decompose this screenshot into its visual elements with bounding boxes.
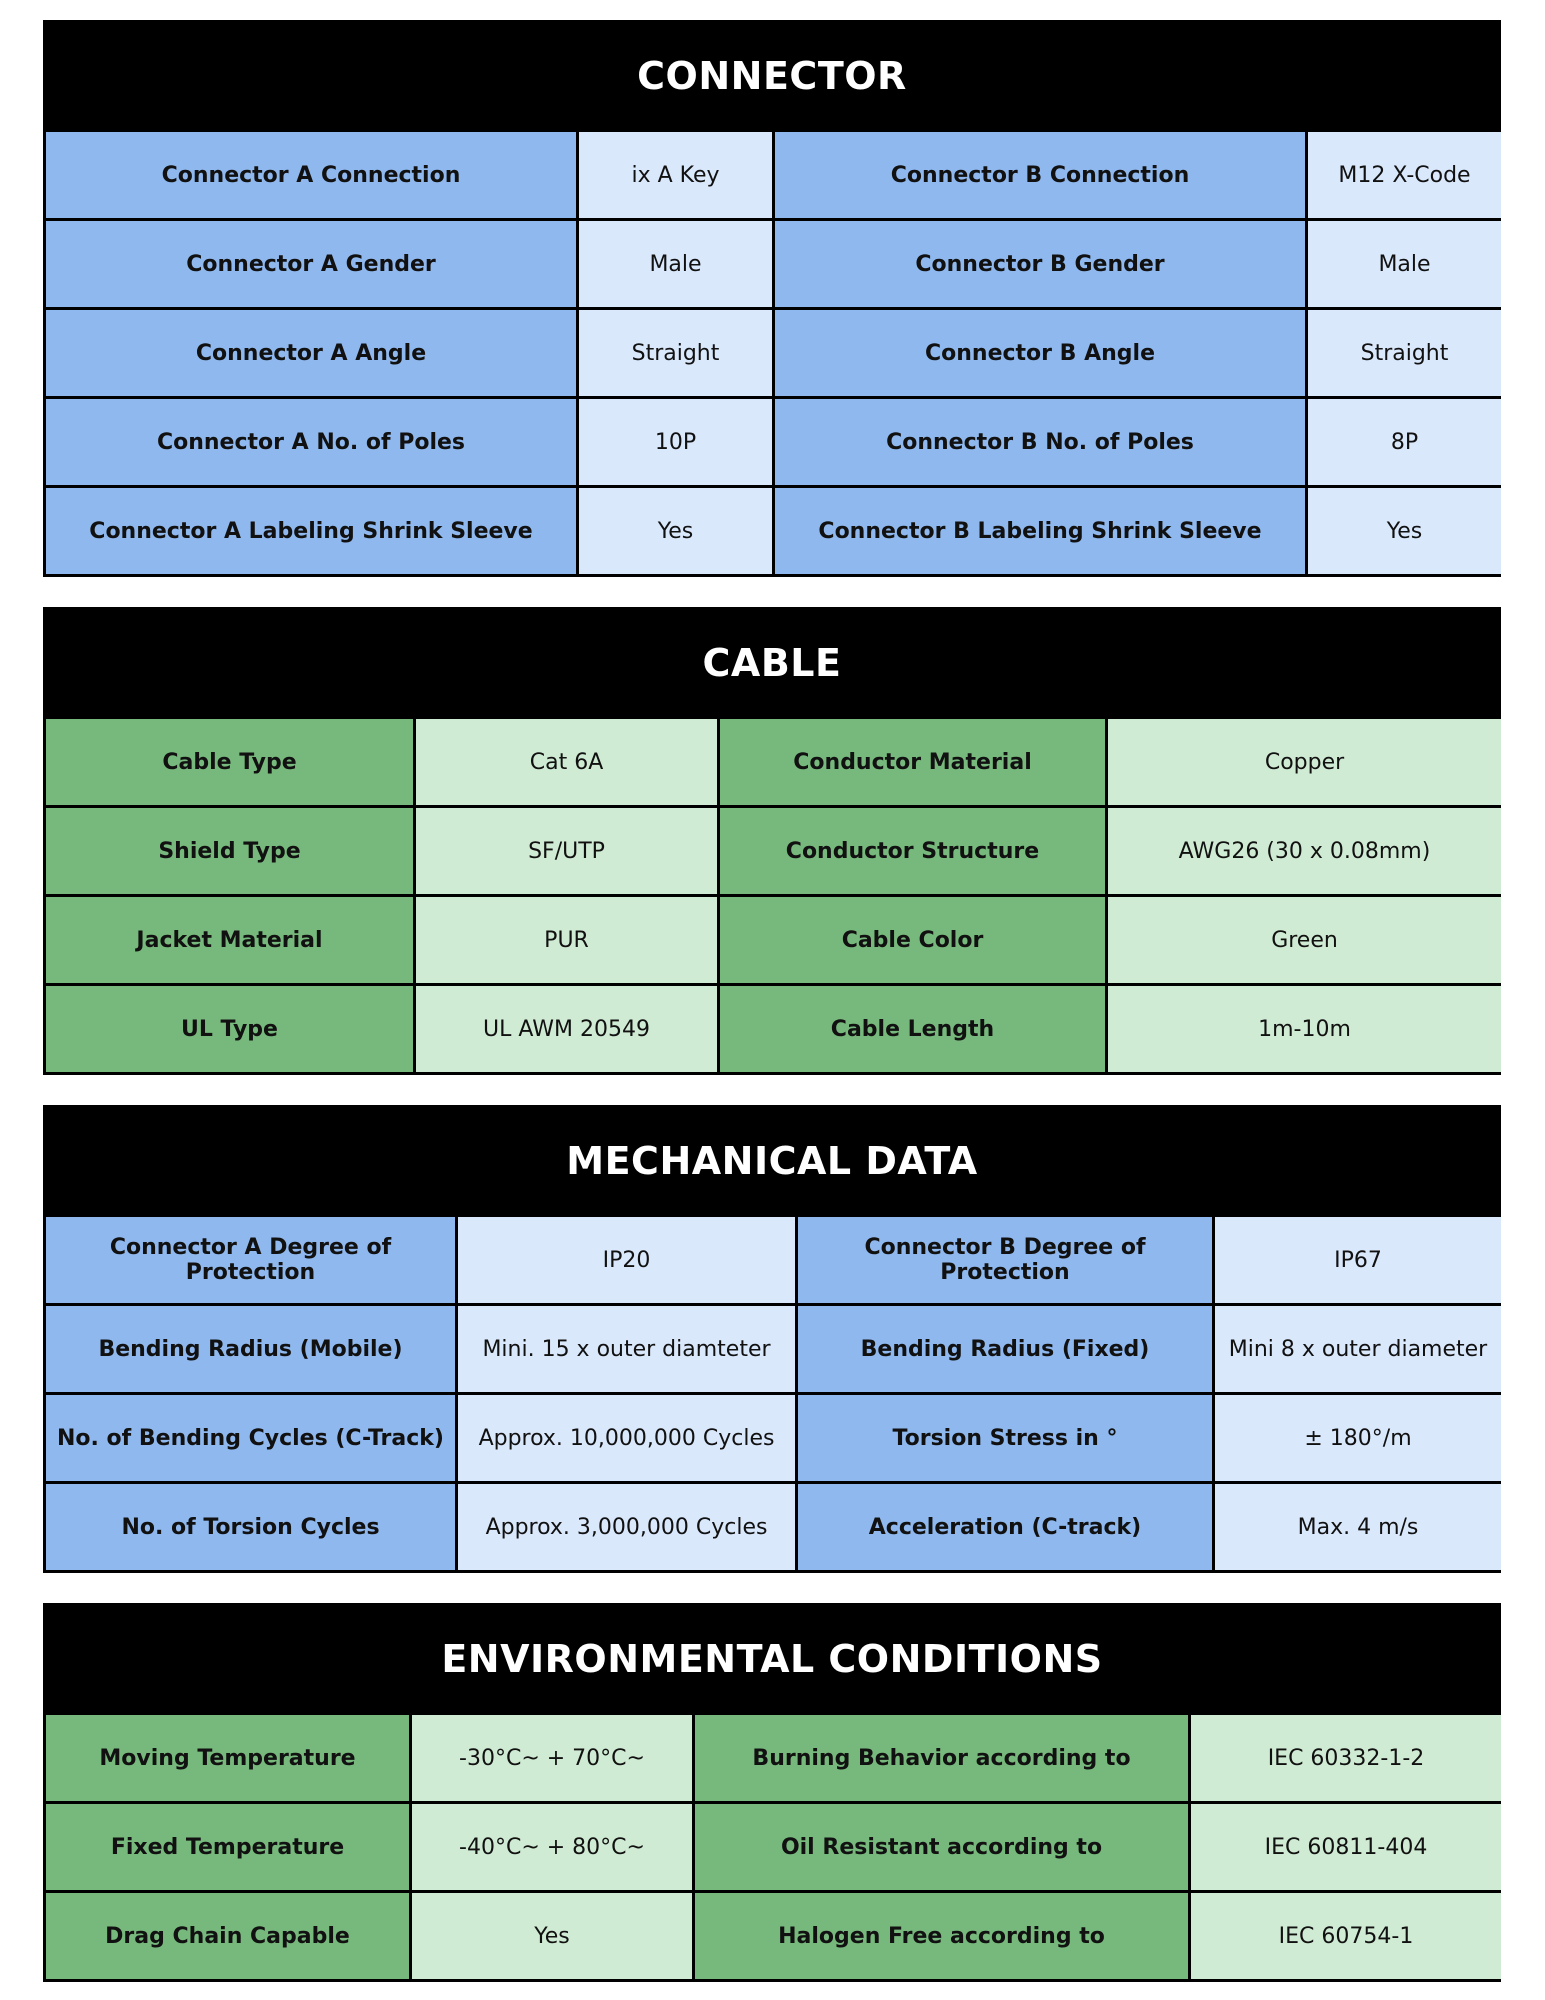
spec-value: -30°C~ + 70°C~ bbox=[412, 1715, 692, 1801]
spec-value: -40°C~ + 80°C~ bbox=[412, 1804, 692, 1890]
spec-label: Connector B Labeling Shrink Sleeve bbox=[775, 488, 1305, 574]
spec-value: UL AWM 20549 bbox=[416, 986, 717, 1072]
spec-value: Male bbox=[579, 221, 772, 307]
spec-value: Approx. 3,000,000 Cycles bbox=[458, 1484, 795, 1570]
spec-value: Approx. 10,000,000 Cycles bbox=[458, 1395, 795, 1481]
spec-label: Conductor Structure bbox=[720, 808, 1105, 894]
spec-value: PUR bbox=[416, 897, 717, 983]
section-title: ENVIRONMENTAL CONDITIONS bbox=[46, 1606, 1498, 1712]
spec-label: Connector A Labeling Shrink Sleeve bbox=[46, 488, 576, 574]
spec-value: IEC 60754-1 bbox=[1191, 1893, 1501, 1979]
spec-value: Yes bbox=[579, 488, 772, 574]
cable-spec-table bbox=[46, 716, 1498, 1072]
spec-value: Cat 6A bbox=[416, 719, 717, 805]
section-title: CABLE bbox=[46, 610, 1498, 716]
spec-value: Straight bbox=[1308, 310, 1501, 396]
spec-value: Copper bbox=[1108, 719, 1501, 805]
environmental-spec-table bbox=[46, 1712, 1498, 1979]
spec-label: Connector A Degree of Protection bbox=[46, 1217, 455, 1303]
spec-value: IP20 bbox=[458, 1217, 795, 1303]
spec-label: Fixed Temperature bbox=[46, 1804, 409, 1890]
spec-value: Straight bbox=[579, 310, 772, 396]
spec-value: 8P bbox=[1308, 399, 1501, 485]
spec-value: Green bbox=[1108, 897, 1501, 983]
spec-label: Oil Resistant according to bbox=[695, 1804, 1188, 1890]
spec-value: IP67 bbox=[1215, 1217, 1501, 1303]
spec-value: 10P bbox=[579, 399, 772, 485]
spec-value: AWG26 (30 x 0.08mm) bbox=[1108, 808, 1501, 894]
spec-label: Burning Behavior according to bbox=[695, 1715, 1188, 1801]
spec-label: Connector B Gender bbox=[775, 221, 1305, 307]
spec-value: Yes bbox=[412, 1893, 692, 1979]
spec-label: Bending Radius (Fixed) bbox=[798, 1306, 1212, 1392]
spec-label: Drag Chain Capable bbox=[46, 1893, 409, 1979]
spec-value: M12 X-Code bbox=[1308, 132, 1501, 218]
mechanical-spec-table bbox=[46, 1214, 1498, 1570]
spec-label: Torsion Stress in ° bbox=[798, 1395, 1212, 1481]
spec-label: Cable Length bbox=[720, 986, 1105, 1072]
section-title: CONNECTOR bbox=[46, 23, 1498, 129]
spec-label: No. of Torsion Cycles bbox=[46, 1484, 455, 1570]
spec-value: IEC 60332-1-2 bbox=[1191, 1715, 1501, 1801]
spec-label: UL Type bbox=[46, 986, 413, 1072]
spec-label: Conductor Material bbox=[720, 719, 1105, 805]
spec-value: Mini 8 x outer diameter bbox=[1215, 1306, 1501, 1392]
spec-value: Mini. 15 x outer diamteter bbox=[458, 1306, 795, 1392]
environmental-conditions-section bbox=[43, 1603, 1501, 1982]
connector-spec-table bbox=[46, 129, 1498, 574]
spec-value: SF/UTP bbox=[416, 808, 717, 894]
spec-value: ix A Key bbox=[579, 132, 772, 218]
spec-label: Jacket Material bbox=[46, 897, 413, 983]
section-title: MECHANICAL DATA bbox=[46, 1108, 1498, 1214]
spec-value: Male bbox=[1308, 221, 1501, 307]
spec-label: Connector A Gender bbox=[46, 221, 576, 307]
spec-label: Connector B No. of Poles bbox=[775, 399, 1305, 485]
spec-label: Cable Type bbox=[46, 719, 413, 805]
spec-label: Connector A Connection bbox=[46, 132, 576, 218]
spec-label: Halogen Free according to bbox=[695, 1893, 1188, 1979]
spec-label: Connector B Degree of Protection bbox=[798, 1217, 1212, 1303]
spec-value: IEC 60811-404 bbox=[1191, 1804, 1501, 1890]
spec-label: Cable Color bbox=[720, 897, 1105, 983]
spec-label: Connector B Angle bbox=[775, 310, 1305, 396]
mechanical-data-section bbox=[43, 1105, 1501, 1573]
spec-value: ± 180°/m bbox=[1215, 1395, 1501, 1481]
spec-label: Shield Type bbox=[46, 808, 413, 894]
spec-value: 1m-10m bbox=[1108, 986, 1501, 1072]
spec-label: Moving Temperature bbox=[46, 1715, 409, 1801]
spec-value: Max. 4 m/s bbox=[1215, 1484, 1501, 1570]
connector-section bbox=[43, 20, 1501, 577]
spec-label: Connector B Connection bbox=[775, 132, 1305, 218]
cable-section bbox=[43, 607, 1501, 1075]
spec-value: Yes bbox=[1308, 488, 1501, 574]
spec-label: Acceleration (C-track) bbox=[798, 1484, 1212, 1570]
spec-label: No. of Bending Cycles (C-Track) bbox=[46, 1395, 455, 1481]
spec-label: Bending Radius (Mobile) bbox=[46, 1306, 455, 1392]
spec-label: Connector A No. of Poles bbox=[46, 399, 576, 485]
spec-label: Connector A Angle bbox=[46, 310, 576, 396]
